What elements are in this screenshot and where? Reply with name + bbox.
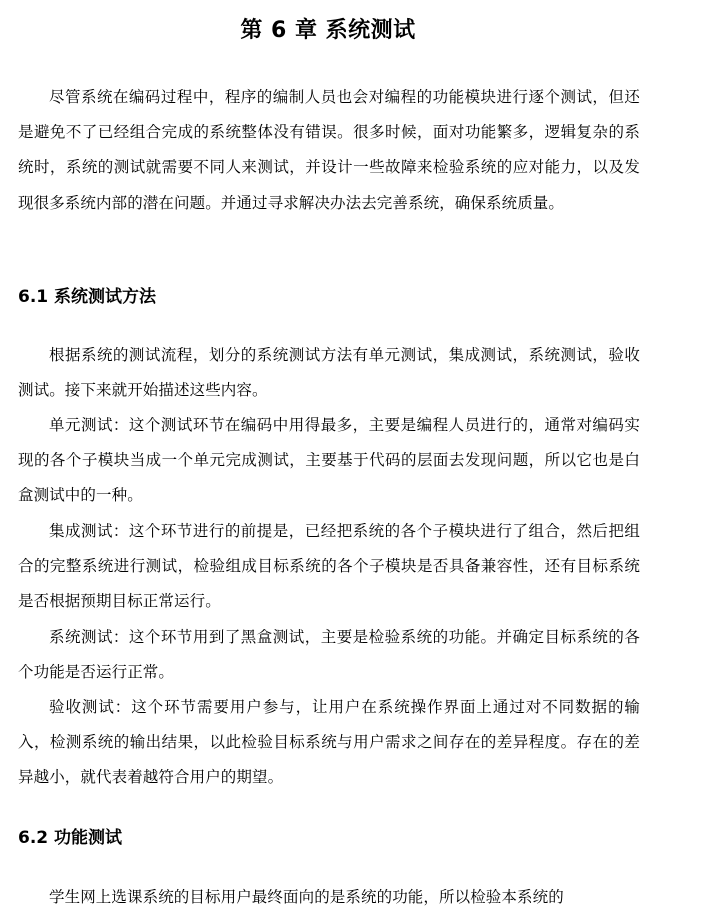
intro-paragraph: 尽管系统在编码过程中，程序的编制人员也会对编程的功能模块进行逐个测试，但还是避免不了已经组合完成的系统整体没有错误。很多时候，面对功能繁多，逻辑复杂的系统时，系统的测试就需要不同人来测试，并设计一些故障来检验系统的应对能力，以及发现很多系统内部的潜在问题。并通过寻求解决办法去完善系统，确保系统质量。: [18, 88, 640, 212]
chapter-title: 第 6 章 系统测试: [240, 18, 416, 43]
paragraph-integration-test: 集成测试：这个环节进行的前提是，已经把系统的各个子模块进行了组合，然后把组合的完整系统进行测试，检验组成目标系统的各个子模块是否具备兼容性，还有目标系统是否根据预期目标正常运行。: [18, 522, 640, 611]
section-title: 系统测试方法: [54, 287, 156, 307]
section-heading-6-1: [18, 284, 156, 310]
section-number: 6.1: [18, 287, 49, 307]
paragraph-unit-test: 单元测试：这个测试环节在编码中用得最多，主要是编程人员进行的，通常对编码实现的各个子模块当成一个单元完成测试，主要基于代码的层面去发现问题，所以它也是白盒测试中的一种。: [18, 416, 640, 505]
paragraph-functional-test: 学生网上选课系统的目标用户最终面向的是系统的功能，所以检验本系统的: [49, 888, 564, 906]
paragraph-system-test: 系统测试：这个环节用到了黑盒测试，主要是检验系统的功能。并确定目标系统的各个功能是否运行正常。: [18, 628, 640, 682]
section-heading-6-2: [18, 825, 122, 851]
paragraph-acceptance-test: 验收测试：这个环节需要用户参与，让用户在系统操作界面上通过对不同数据的输入，检测系统的输出结果，以此检验目标系统与用户需求之间存在的差异程度。存在的差异越小，就代表着越符合用户的期望。: [18, 698, 640, 787]
section-title: 功能测试: [54, 828, 122, 848]
section-number: 6.2: [18, 828, 49, 848]
paragraph-methods-overview: 根据系统的测试流程，划分的系统测试方法有单元测试，集成测试，系统测试，验收测试。接下来就开始描述这些内容。: [18, 346, 640, 400]
